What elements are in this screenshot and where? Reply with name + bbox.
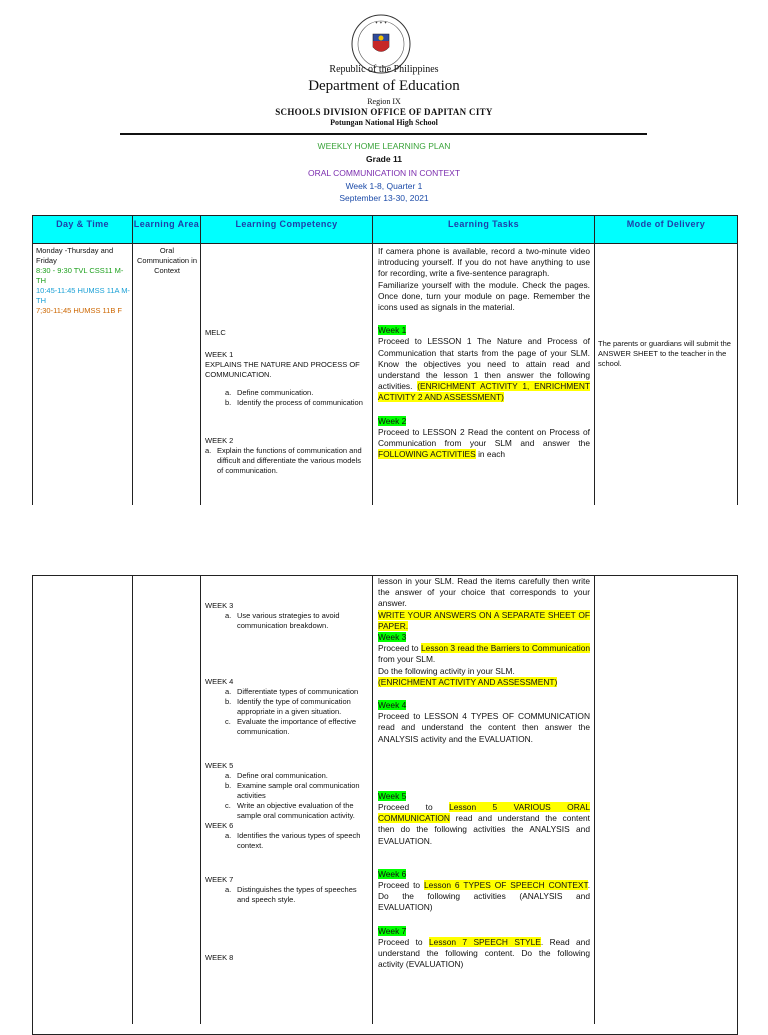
row-divider [32,243,738,244]
republic-line: Republic of the Philippines [329,64,439,75]
competency-item: a. Define oral communication. [225,771,328,780]
school-line: Potungan National High School [330,118,438,127]
schedule-tvl: 8:30 - 9:30 TVL CSS11 M-TH [36,266,124,285]
competency-item: b. Identify the type of communication appropriate in a given situation. [225,697,351,716]
week-4-label: WEEK 4 [205,677,234,686]
week-5-label: WEEK 5 [205,761,234,770]
plan-title: WEEKLY HOME LEARNING PLAN [317,141,451,151]
week-quarter: Week 1-8, Quarter 1 [345,181,423,191]
col-divider [132,215,133,512]
week-1-label: WEEK 1 [205,350,234,359]
department-line: Department of Education [308,78,460,94]
division-line: SCHOOLS DIVISION OFFICE OF DAPITAN CITY [275,107,493,117]
col-divider [594,575,595,1024]
week-3-task: Proceed to Lesson 3 read the Barriers to Communication from your SLM. [378,643,591,665]
competency-item: a. Differentiate types of communication [225,687,359,696]
document-page-1 [0,0,768,512]
week-3-activity: Do the following activity in your SLM. [378,665,515,676]
familiarize-task: Familiarize yourself with the module. Check the pages. Once done, turn your module on page. Remember the icons used as signals in the material. [378,279,590,313]
col-divider [200,215,201,512]
competency-item: a. Explain the functions of communication and difficult and differentiate the various models of communication. [205,446,362,475]
region-line: Region IX [367,97,401,106]
week-5-tag: Week 5 [378,790,407,801]
intro-task: If camera phone is available, record a two-minute video introducing yourself. If you do not have anything to use for recording, write a five-sentence paragraph. [378,246,590,279]
header-delivery: Mode of Delivery [595,216,737,243]
week-5-task: Proceed to Lesson 5 VARIOUS ORAL COMMUNICATION read and understand the content then do the following activities the ANALYSIS and EVALUATION. [378,802,590,846]
week-3-label: WEEK 3 [205,601,234,610]
header-divider [120,133,647,135]
week-4-task: Proceed to LESSON 4 TYPES OF COMMUNICATION read and understand the content then answer the ANALYSIS activity and the EVALUATION. [378,711,590,744]
competency-item: c. Evaluate the importance of effective communication. [225,717,357,736]
week-2-label: WEEK 2 [205,436,234,445]
col-divider [372,575,373,1024]
competency-item: a. Define communication. [225,388,314,397]
competency-item: a. Distinguishes the types of speeches and speech style. [225,885,357,904]
col-divider [372,215,373,512]
week-7-tag: Week 7 [378,925,407,936]
delivery-cell: The parents or guardians will submit the ANSWER SHEET to the teacher in the school. [598,339,731,368]
week-7-label: WEEK 7 [205,875,234,884]
day-time-cell [36,246,130,316]
week-7-task: Proceed to Lesson 7 SPEECH STYLE. Read and understand the following content. Do the following activity (EVALUATION) [378,936,590,970]
week-8-label: WEEK 8 [205,953,234,962]
competency-item: b. Identify the process of communication [225,398,363,407]
date-range: September 13-30, 2021 [339,193,429,203]
subject-title: ORAL COMMUNICATION IN CONTEXT [307,168,461,178]
svg-text:✦ ✦ ✦: ✦ ✦ ✦ [374,20,388,25]
col-divider [594,215,595,512]
schedule-days: Monday -Thursday and Friday [36,246,114,265]
schedule-humss-11a: 10:45-11:45 HUMSS 11A M-TH [36,286,130,305]
week-2-task: Proceed to LESSON 2 Read the content on Process of Communication from your SLM and answer the FOLLOWING ACTIVITIES in each [378,426,590,460]
week-3-tag: Week 3 [378,632,407,643]
header-competency: Learning Competency [201,216,372,243]
week-6-tag: Week 6 [378,868,407,879]
week-6-label: WEEK 6 [205,821,234,830]
competency-cell-continued [205,601,369,963]
competency-item: c. Write an objective evaluation of the sample oral communication activity. [225,801,355,820]
tasks-cell [378,246,590,460]
header-tasks: Learning Tasks [373,216,594,243]
col-divider [132,575,133,1024]
week-6-task: Proceed to Lesson 6 TYPES OF SPEECH CONTEXT. Do the following activities (ANALYSIS and EVALUATION) [378,880,591,913]
week-1-tag: Week 1 [378,325,407,336]
melc-label: MELC [205,328,226,337]
grade-title: Grade 11 [366,154,402,164]
document-page-2 [0,575,768,1024]
week-2-task-continued: lesson in your SLM. Read the items carefully then write the answer of your choice that corresponds to your answer. [378,576,590,609]
separate-sheet-note: WRITE YOUR ANSWERS ON A SEPARATE SHEET OF PAPER. [378,609,590,631]
header-day-time: Day & Time [33,216,132,243]
competency-item: a. Identifies the various types of speech context. [225,831,361,850]
page-gap [0,505,768,575]
col-divider [200,575,201,1024]
competency-cell [205,328,369,476]
week-1-task: Proceed to LESSON 1 The Nature and Process of Communication that starts from the page of your SLM. Know the objectives you need to attain read and understand the lesson 1 then answer the following activities. (ENRICHMENT ACTIVITY 1, ENRICHMENT ACTIVITY 2 AND ASSESSMENT) [378,336,590,403]
tasks-cell-continued [378,576,590,970]
competency-item: b. Examine sample oral communication activities [225,781,360,800]
week-1-description: EXPLAINS THE NATURE AND PROCESS OF COMMUNICATION. [205,360,360,379]
week-2-tag: Week 2 [378,415,407,426]
schedule-humss-11b: 7;30-11;45 HUMSS 11B F [36,306,123,315]
week-4-tag: Week 4 [378,700,407,711]
week-3-activities: (ENRICHMENT ACTIVITY AND ASSESSMENT) [378,676,558,687]
competency-item: a. Use various strategies to avoid communication breakdown. [225,611,340,630]
header-learning-area: Learning Area [133,216,200,243]
learning-area-cell: Oral Communication in Context [136,246,198,275]
